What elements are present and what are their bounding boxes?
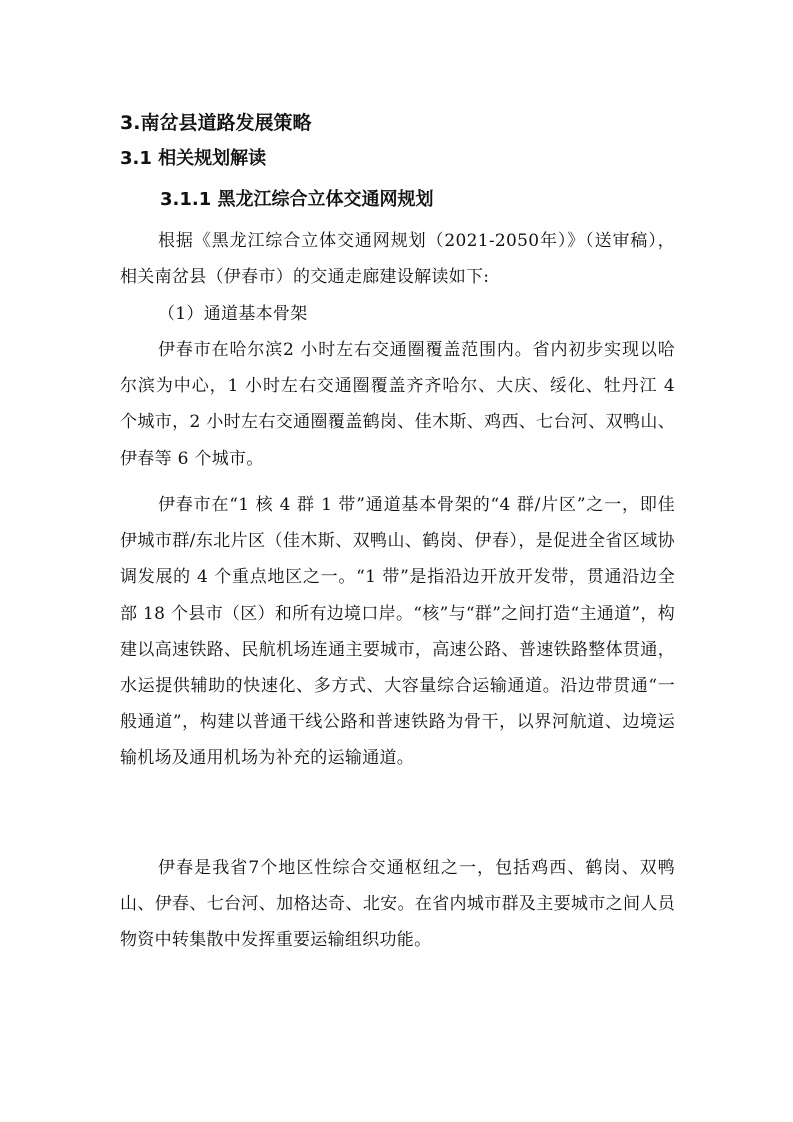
section-heading: 3.南岔县道路发展策略	[120, 112, 312, 134]
paragraph-corridors: 伊春市在“1 核 4 群 1 带”通道基本骨架的“4 群/片区”之一，即佳伊城市群/东北片区（佳木斯、双鸭山、鹤岗、伊春），是促进全省区域协调发展的 4 个重点地区之一。“1 带”是指沿边开放开发带，贯通沿边全部 18 个县市（区）和所有边境口岸。“核”与“群”之间打造“主通道”，构建以高速铁路、民航机场连通主要城市，高速公路、普速铁路整体贯通，水运提供辅助的快速化、多方式、大容量综合运输通道。沿边带贯通“一般通道”，构建以普通干线公路和普速铁路为骨干，以界河航道、边境运输机场及通用机场为补充的运输通道。	[120, 495, 675, 769]
subsubsection-heading: 3.1.1 黑龙江综合立体交通网规划	[160, 189, 434, 210]
subsection-heading: 3.1 相关规划解读	[120, 148, 267, 169]
paragraph-hub: 伊春是我省7个地区性综合交通枢纽之一，包括鸡西、鹤岗、双鸭山、伊春、七台河、加格达奇、北安。在省内城市群及主要城市之间人员物资中转集散中发挥重要运输组织功能。	[120, 858, 675, 951]
paragraph-item-label: （1）通道基本骨架	[158, 304, 308, 324]
paragraph-intro: 根据《黑龙江综合立体交通网规划（2021-2050年）》（送审稿），相关南岔县（伊春市）的交通走廊建设解读如下:	[120, 231, 675, 288]
paragraph-coverage: 伊春市在哈尔滨2 小时左右交通圈覆盖范围内。省内初步实现以哈尔滨为中心，1 小时左右交通圈覆盖齐齐哈尔、大庆、绥化、牡丹江 4 个城市，2 小时左右交通圈覆盖鹤岗、佳木斯、鸡西、七台河、双鸭山、伊春等 6 个城市。	[120, 340, 675, 469]
